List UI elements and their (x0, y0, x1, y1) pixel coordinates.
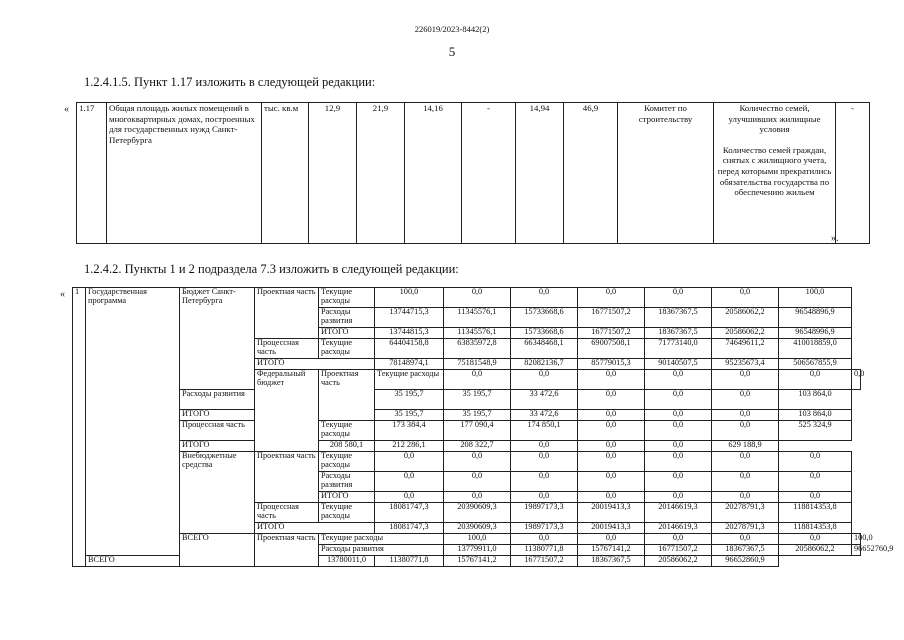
value-cell: - (462, 103, 516, 244)
value-cell: 15767141,2 (578, 545, 645, 556)
value-cell: 0,0 (712, 421, 779, 441)
value-cell: 629 188,9 (712, 441, 779, 452)
value-cell: 16771507,2 (645, 545, 712, 556)
value-cell: 0,0 (578, 370, 645, 390)
value-cell: 74649611,2 (712, 339, 779, 359)
part-label: Проектная часть (255, 534, 319, 567)
value-cell: 0,0 (578, 421, 645, 441)
value-cell: 20278791,3 (712, 503, 779, 523)
value-cell: 0,0 (444, 370, 511, 390)
value-cell: 13744815,3 (375, 328, 444, 339)
value-cell: 0,0 (578, 410, 645, 421)
value-cell: 78148974,1 (375, 359, 444, 370)
value-cell: 20586062,2 (645, 556, 712, 567)
value-cell: 0,0 (578, 441, 645, 452)
itogo-label: ИТОГО (319, 328, 375, 339)
value-cell: 18367367,5 (645, 308, 712, 328)
value-cell: 11345576,1 (444, 308, 511, 328)
total-label: ВСЕГО (86, 556, 255, 567)
value-cell: 71773140,0 (645, 339, 712, 359)
value-cell: 15733668,6 (511, 308, 578, 328)
value-cell: 0,0 (511, 472, 578, 492)
executor: Комитет по строительству (618, 103, 714, 244)
value-cell: 0,0 (712, 288, 779, 308)
value-cell: 14,94 (516, 103, 564, 244)
expense-type: Текущие расходы (319, 452, 375, 472)
table-row (73, 534, 861, 545)
value-cell: 18081747,3 (375, 503, 444, 523)
value-cell: 0,0 (779, 492, 852, 503)
funding-source: Бюджет Санкт-Петербурга (180, 288, 255, 390)
value-cell: 100,0 (444, 534, 511, 545)
value-cell: 20146619,3 (645, 503, 712, 523)
value-cell: 18367367,5 (578, 556, 645, 567)
value-cell: 0,0 (375, 472, 444, 492)
value-cell: 19897173,3 (511, 523, 578, 534)
indicator-1: Количество семей, улучшивших жилищные условия (728, 103, 821, 135)
value-cell: 19897173,3 (511, 503, 578, 523)
value-cell: 20019413,3 (578, 503, 645, 523)
value-cell: 16771507,2 (578, 328, 645, 339)
expense-type: Текущие расходы (375, 370, 444, 390)
value-cell: 0,0 (852, 370, 861, 390)
value-cell: 21,9 (357, 103, 405, 244)
value-cell: 0,0 (444, 288, 511, 308)
value-cell: 11380771,8 (511, 545, 578, 556)
value-cell: 103 864,0 (779, 390, 852, 410)
value-cell: 20586062,2 (712, 308, 779, 328)
value-cell: 118814353,8 (779, 503, 852, 523)
value-cell: 12,9 (309, 103, 357, 244)
indicator-table (76, 102, 870, 244)
value-cell: 100,0 (852, 534, 861, 545)
value-cell: 0,0 (511, 492, 578, 503)
expense-type: Расходы развития (319, 308, 375, 328)
value-cell: 506567855,9 (779, 359, 852, 370)
value-cell: 63835972,8 (444, 339, 511, 359)
table-row (73, 410, 861, 421)
value-cell: 0,0 (444, 452, 511, 472)
value-cell: 18367367,5 (712, 545, 779, 556)
value-cell: 0,0 (712, 370, 779, 390)
value-cell: 0,0 (578, 492, 645, 503)
itogo-label: ИТОГО (255, 359, 375, 370)
value-cell: 96652760,9 (852, 545, 861, 556)
value-cell: 46,9 (564, 103, 618, 244)
value-cell: 410018859,0 (779, 339, 852, 359)
value-cell: 103 864,0 (779, 410, 852, 421)
value-cell: 0,0 (578, 534, 645, 545)
value-cell: 13779911,0 (444, 545, 511, 556)
value-cell: 0,0 (511, 288, 578, 308)
value-cell: 212 286,1 (375, 441, 444, 452)
total-label: ВСЕГО (180, 534, 255, 567)
value-cell: 173 384,4 (375, 421, 444, 441)
value-cell: 11345576,1 (444, 328, 511, 339)
value-cell: 96652860,9 (712, 556, 779, 567)
value-cell: 525 324,9 (779, 421, 852, 441)
value-cell: 0,0 (645, 288, 712, 308)
value-cell: 0,0 (712, 452, 779, 472)
value-cell: 20019413,3 (578, 523, 645, 534)
value-cell: 85779015,3 (578, 359, 645, 370)
expense-type: Текущие расходы (319, 339, 375, 359)
part-label: Процессная часть (255, 503, 319, 523)
expense-type: Текущие расходы (319, 534, 444, 545)
value-cell: 0,0 (511, 441, 578, 452)
financing-table (72, 287, 894, 567)
value-cell: 69007508,1 (578, 339, 645, 359)
funding-source: Федеральный бюджет (255, 370, 319, 452)
page-number: 5 (448, 44, 456, 59)
section-heading-1: 1.2.4.1.5. Пункт 1.17 изложить в следующей редакции: (84, 75, 376, 89)
value-cell: 0,0 (645, 492, 712, 503)
value-cell: 100,0 (375, 288, 444, 308)
value-cell: 118814353,8 (779, 523, 852, 534)
value-cell: 0,0 (779, 534, 852, 545)
value-cell: 35 195,7 (375, 390, 444, 410)
itogo-label: ИТОГО (180, 410, 255, 421)
value-cell: 0,0 (712, 410, 779, 421)
result-indicators (714, 103, 836, 244)
value-cell: 20146619,3 (645, 523, 712, 534)
value-cell: 15733668,6 (511, 328, 578, 339)
value-cell: 75181548,9 (444, 359, 511, 370)
value-cell: 16771507,2 (511, 556, 578, 567)
value-cell: 0,0 (645, 421, 712, 441)
value-cell: 0,0 (375, 452, 444, 472)
value-cell: 0,0 (578, 472, 645, 492)
table-row (73, 288, 861, 308)
funding-source: Внебюджетные средства (180, 452, 255, 534)
open-quote: « (64, 104, 69, 115)
value-cell: 0,0 (779, 370, 852, 390)
value-cell: 15767141,2 (444, 556, 511, 567)
value-cell: 35 195,7 (444, 410, 511, 421)
value-cell: 11380771,8 (375, 556, 444, 567)
value-cell: 18081747,3 (375, 523, 444, 534)
value-cell: 64404158,8 (375, 339, 444, 359)
itogo-label: ИТОГО (319, 492, 375, 503)
row-number: 1.17 (77, 103, 107, 244)
table-row (73, 441, 861, 452)
value-cell: 208 580,1 (319, 441, 375, 452)
table-row (73, 556, 861, 567)
value-cell: 0,0 (444, 472, 511, 492)
value-cell: 16771507,2 (578, 308, 645, 328)
value-cell: 13744715,3 (375, 308, 444, 328)
value-cell: 0,0 (578, 288, 645, 308)
value-cell: 96548996,9 (779, 328, 852, 339)
table-row (77, 103, 870, 244)
value-cell: 0,0 (779, 472, 852, 492)
value-cell: 0,0 (645, 390, 712, 410)
value-cell: 0,0 (511, 534, 578, 545)
table-row (73, 390, 861, 410)
value-cell: 20390609,3 (444, 503, 511, 523)
part-label: Процессная часть (255, 339, 319, 359)
program-name: Государственная программа (86, 288, 180, 556)
value-cell: 100,0 (779, 288, 852, 308)
open-quote-2: « (60, 289, 65, 300)
value-cell: 66348468,1 (511, 339, 578, 359)
indicator-2: Количество семей граждан, снятых с жилищного учета, перед которыми прекратились обязательства государства по обеспечению жильем (717, 144, 832, 198)
value-cell: 0,0 (444, 492, 511, 503)
value-cell: 0,0 (645, 441, 712, 452)
unit: тыс. кв.м (262, 103, 309, 244)
expense-type: Текущие расходы (319, 288, 375, 308)
part-label: Проектная часть (255, 452, 319, 503)
itogo-label: ИТОГО (255, 523, 375, 534)
value-cell: 0,0 (375, 492, 444, 503)
value-cell: 95235673,4 (712, 359, 779, 370)
value-cell: 0,0 (712, 390, 779, 410)
expense-type: Расходы развития (180, 390, 255, 410)
value-cell: 0,0 (712, 472, 779, 492)
value-cell: 0,0 (712, 492, 779, 503)
value-cell: 0,0 (712, 534, 779, 545)
value-cell: 0,0 (511, 370, 578, 390)
expense-type: Текущие расходы (319, 421, 375, 441)
itogo-label: ИТОГО (180, 441, 319, 452)
value-cell: 13780011,0 (319, 556, 375, 567)
expense-type: Текущие расходы (319, 503, 375, 523)
value-cell: 0,0 (645, 472, 712, 492)
last-cell: - (836, 103, 870, 244)
value-cell: 14,16 (405, 103, 462, 244)
value-cell: 0,0 (645, 452, 712, 472)
part-label: Процессная часть (180, 421, 255, 441)
value-cell: 0,0 (511, 452, 578, 472)
expense-type: Расходы развития (319, 472, 375, 492)
value-cell: 33 472,6 (511, 410, 578, 421)
value-cell: 208 322,7 (444, 441, 511, 452)
table-row (73, 421, 861, 441)
value-cell: 35 195,7 (375, 410, 444, 421)
row-number: 1 (73, 288, 86, 567)
value-cell: 0,0 (645, 534, 712, 545)
close-quote: ». (831, 233, 839, 244)
section-heading-2: 1.2.4.2. Пункты 1 и 2 подраздела 7.3 изложить в следующей редакции: (84, 262, 459, 276)
value-cell: 96548896,9 (779, 308, 852, 328)
value-cell: 82082136,7 (511, 359, 578, 370)
table-row (73, 452, 861, 472)
value-cell: 18367367,5 (645, 328, 712, 339)
value-cell: 35 195,7 (444, 390, 511, 410)
indicator-name: Общая площадь жилых помещений в многоквартирных домах, построенных для государственных нужд Санкт-Петербурга (107, 103, 262, 244)
value-cell: 174 850,1 (511, 421, 578, 441)
value-cell: 177 090,4 (444, 421, 511, 441)
value-cell: 0,0 (645, 410, 712, 421)
value-cell: 20586062,2 (779, 545, 852, 556)
value-cell: 0,0 (779, 452, 852, 472)
part-label: Проектная часть (319, 370, 375, 421)
document-number: 226019/2023-8442(2) (414, 24, 490, 34)
value-cell: 90140507,5 (645, 359, 712, 370)
value-cell: 20586062,2 (712, 328, 779, 339)
value-cell: 20278791,3 (712, 523, 779, 534)
value-cell: 0,0 (578, 452, 645, 472)
value-cell: 0,0 (645, 370, 712, 390)
expense-type: Расходы развития (319, 545, 444, 556)
value-cell: 20390609,3 (444, 523, 511, 534)
value-cell: 0,0 (578, 390, 645, 410)
value-cell: 33 472,6 (511, 390, 578, 410)
part-label: Проектная часть (255, 288, 319, 339)
